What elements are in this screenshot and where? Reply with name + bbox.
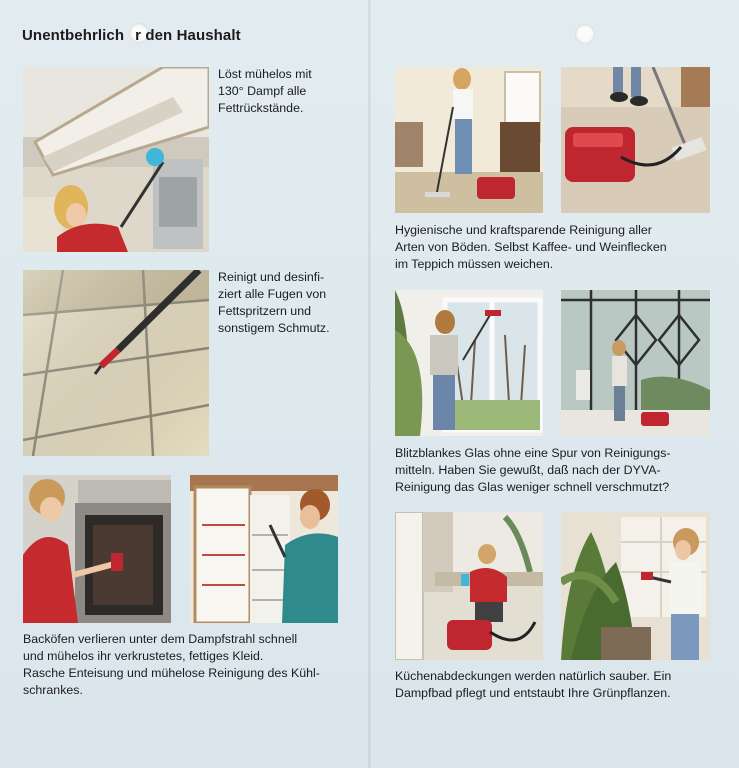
photo-carpet-cleaner bbox=[561, 67, 710, 213]
photo-refrigerator bbox=[190, 475, 338, 623]
photo-tile-joints bbox=[23, 270, 209, 456]
photo-window-cleaning bbox=[395, 290, 543, 436]
caption-tiles: Reinigt und desinfi- ziert alle Fugen von Fettspritzern und sonstigem Schmutz. bbox=[218, 270, 330, 335]
punch-hole-right bbox=[575, 24, 595, 44]
photo-extractor-hood bbox=[23, 67, 209, 252]
photo-kitchen-counter bbox=[395, 512, 543, 660]
caption-kitchen: Küchenabdeckungen werden natürlich sauber. Ein Dampfbad pflegt und entstaubt Ihre Grünpflanzen. bbox=[395, 669, 672, 700]
caption-floors: Hygienische und kraftsparende Reinigung aller Arten von Böden. Selbst Kaffee- und Weinflecken im Teppich müssen weichen. bbox=[395, 223, 667, 271]
caption-glass: Blitzblankes Glas ohne eine Spur von Reinigungs- mitteln. Haben Sie gewußt, daß nach der DYVA- Reinigung das Glas weniger schnell verschmutzt? bbox=[395, 446, 671, 494]
photo-floor-cleaning bbox=[395, 67, 543, 213]
photo-houseplants bbox=[561, 512, 710, 660]
page-fold bbox=[368, 0, 371, 768]
photo-conservatory bbox=[561, 290, 710, 436]
page-title bbox=[22, 27, 241, 44]
caption-grease: Löst mühelos mit 130° Dampf alle Fettrückstände. bbox=[218, 67, 312, 115]
title-part-1: Unentbehrlich bbox=[22, 27, 125, 44]
photo-oven bbox=[23, 475, 171, 623]
title-part-2: r den Haushalt bbox=[135, 27, 241, 44]
caption-oven: Backöfen verlieren unter dem Dampfstrahl schnell und mühelos ihr verkrustetes, fettiges Kleid. Rasche Enteisung und mühelose Reinigung des Kühl- schrankes. bbox=[23, 632, 320, 697]
